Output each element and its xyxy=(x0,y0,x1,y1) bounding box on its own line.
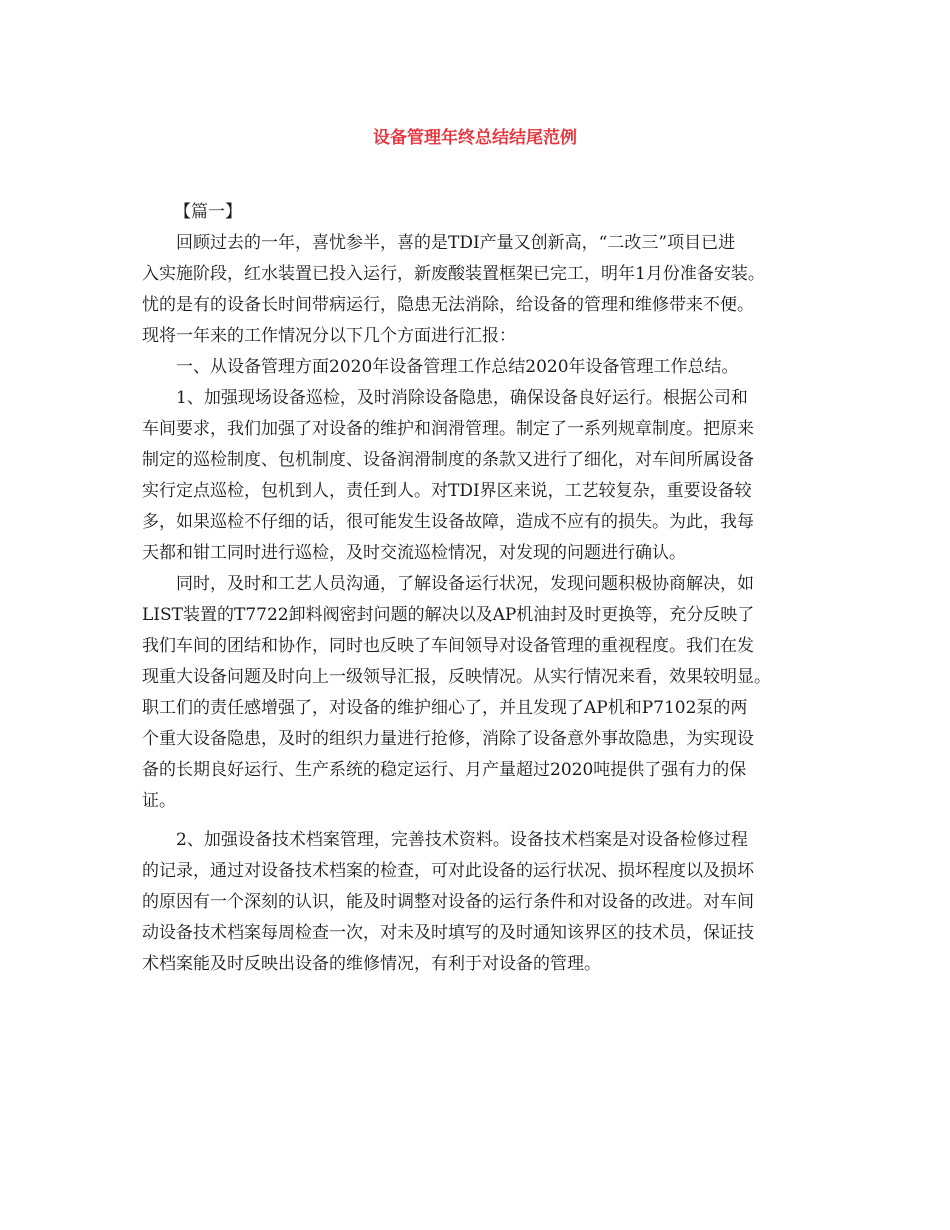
text-line: 车间要求，我们加强了对设备的维护和润滑管理。制定了一系列规章制度。把原来 xyxy=(142,419,754,439)
text-line: 现将一年来的工作情况分以下几个方面进行汇报： xyxy=(142,326,516,346)
text-line: 天都和钳工同时进行巡检，及时交流巡检情况，对发现的问题进行确认。 xyxy=(142,543,686,563)
text-line: 的原因有一个深刻的认识，能及时调整对设备的运行条件和对设备的改进。对车间 xyxy=(142,892,754,912)
paragraph-item-1 xyxy=(142,383,822,569)
text-line: 我们车间的团结和协作，同时也反映了车间领导对设备管理的重视程度。我们在发 xyxy=(142,636,754,656)
section-label: 【篇一】 xyxy=(174,202,242,222)
text-line: 制定的巡检制度、包机制度、设备润滑制度的条款又进行了细化，对车间所属设备 xyxy=(142,450,754,470)
text-line: 备的长期良好运行、生产系统的稳定运行、月产量超过2020吨提供了强有力的保 xyxy=(142,760,747,780)
text-line: 职工们的责任感增强了，对设备的维护细心了，并且发现了AP机和P7102泵的两 xyxy=(142,698,748,718)
text-line: 术档案能及时反映出设备的维修情况，有利于对设备的管理。 xyxy=(142,954,601,974)
text-line: 的记录，通过对设备技术档案的检查，可对此设备的运行状况、损坏程度以及损坏 xyxy=(142,861,754,881)
text-line: 同时，及时和工艺人员沟通，了解设备运行状况，发现问题积极协商解决，如 xyxy=(176,574,754,594)
text-line: 回顾过去的一年，喜忧参半，喜的是TDI产量又创新高，“二改三”项目已进 xyxy=(176,233,736,253)
document-body xyxy=(142,228,822,980)
text-line: LIST装置的T7722卸料阀密封问题的解决以及AP机油封及时更换等，充分反映了 xyxy=(142,605,755,625)
text-line: 实行定点巡检，包机到人，责任到人。对TDI界区来说，工艺较复杂，重要设备较 xyxy=(142,481,752,501)
text-line: 忧的是有的设备长时间带病运行，隐患无法消除，给设备的管理和维修带来不便。 xyxy=(142,295,754,315)
text-line: 动设备技术档案每周检查一次，对未及时填写的及时通知该界区的技术员，保证技 xyxy=(142,923,754,943)
text-line: 一、从设备管理方面2020年设备管理工作总结2020年设备管理工作总结。 xyxy=(176,357,739,377)
text-line: 多，如果巡检不仔细的话，很可能发生设备故障，造成不应有的损失。为此，我每 xyxy=(142,512,754,532)
paragraph-intro xyxy=(142,228,822,352)
text-line: 证。 xyxy=(142,791,176,811)
text-line: 现重大设备问题及时向上一级领导汇报，反映情况。从实行情况来看，效果较明显。 xyxy=(142,667,771,687)
text-line: 入实施阶段，红水装置已投入运行，新废酸装置框架已完工，明年1月份准备安装。 xyxy=(142,264,765,284)
text-line: 2、加强设备技术档案管理，完善技术资料。设备技术档案是对设备检修过程 xyxy=(176,830,748,850)
text-line: 1、加强现场设备巡检，及时消除设备隐患，确保设备良好运行。根据公司和 xyxy=(176,388,748,408)
paragraph-item-2 xyxy=(142,825,822,980)
paragraph-coordination xyxy=(142,569,822,817)
paragraph-heading-1 xyxy=(142,352,822,383)
document-title: 设备管理年终总结结尾范例 xyxy=(373,128,577,148)
text-line: 个重大设备隐患，及时的组织力量进行抢修，消除了设备意外事故隐患，为实现设 xyxy=(142,729,754,749)
